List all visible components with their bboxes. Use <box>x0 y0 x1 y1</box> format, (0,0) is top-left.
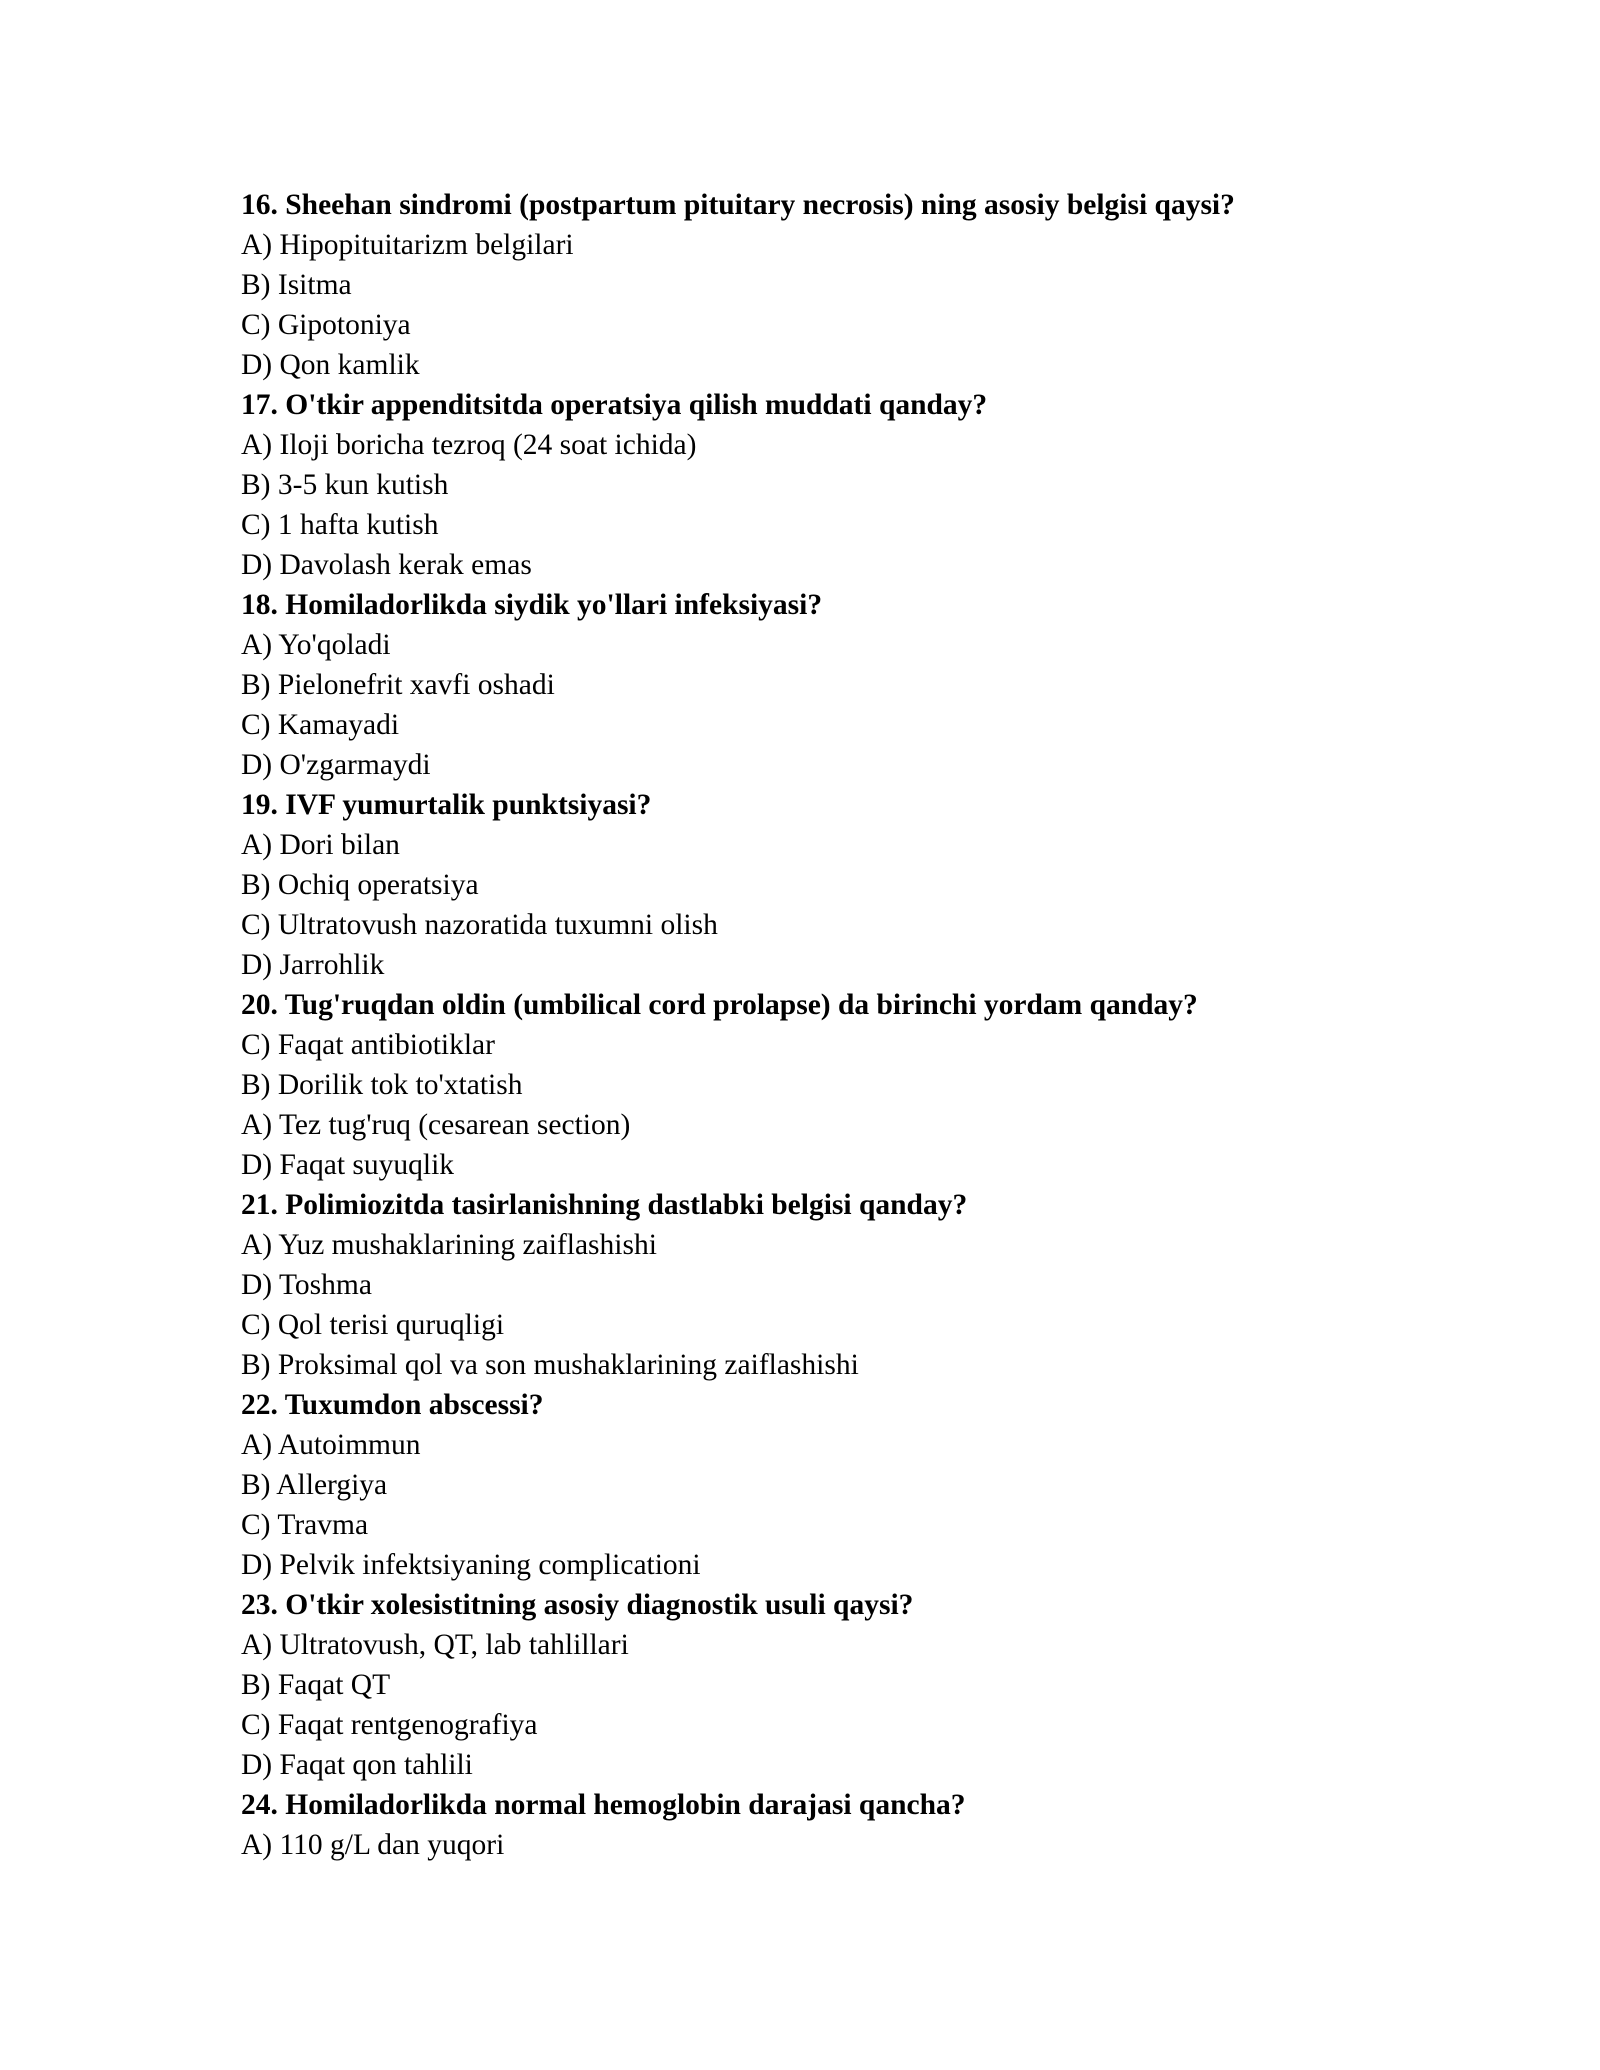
answer-option: C) Gipotoniya <box>241 309 411 341</box>
answer-option: B) Faqat QT <box>241 1669 391 1701</box>
question-title: 21. Polimiozitda tasirlanishning dastlabki belgisi qanday? <box>241 1189 968 1221</box>
answer-option: C) Travma <box>241 1509 369 1541</box>
question-17 <box>241 385 1481 585</box>
answer-option: A) 110 g/L dan yuqori <box>241 1829 505 1861</box>
answer-option: C) Faqat antibiotiklar <box>241 1029 495 1061</box>
answer-option: D) Davolash kerak emas <box>241 549 532 581</box>
question-title: 23. O'tkir xolesistitning asosiy diagnostik usuli qaysi? <box>241 1589 914 1621</box>
question-21 <box>241 1185 1481 1385</box>
answer-option: C) Kamayadi <box>241 709 400 741</box>
answer-option: C) Qol terisi quruqligi <box>241 1309 505 1341</box>
question-title: 22. Tuxumdon abscessi? <box>241 1389 544 1421</box>
answer-option: A) Yo'qoladi <box>241 629 391 661</box>
answer-option: A) Dori bilan <box>241 829 400 861</box>
answer-option: B) Dorilik tok to'xtatish <box>241 1069 523 1101</box>
question-title: 16. Sheehan sindromi (postpartum pituitary necrosis) ning asosiy belgisi qaysi? <box>241 189 1235 221</box>
question-18 <box>241 585 1481 785</box>
answer-option: D) Toshma <box>241 1269 372 1301</box>
answer-option: A) Hipopituitarizm belgilari <box>241 229 574 261</box>
question-22 <box>241 1385 1481 1585</box>
answer-option: D) O'zgarmaydi <box>241 749 431 781</box>
answer-option: D) Jarrohlik <box>241 949 385 981</box>
question-title: 19. IVF yumurtalik punktsiyasi? <box>241 789 652 821</box>
answer-option: C) Faqat rentgenografiya <box>241 1709 538 1741</box>
question-title: 18. Homiladorlikda siydik yo'llari infeksiyasi? <box>241 589 823 621</box>
question-title: 24. Homiladorlikda normal hemoglobin darajasi qancha? <box>241 1789 966 1821</box>
answer-option: A) Iloji boricha tezroq (24 soat ichida) <box>241 429 697 461</box>
question-24 <box>241 1785 1481 1865</box>
question-16 <box>241 185 1481 385</box>
answer-option: A) Tez tug'ruq (cesarean section) <box>241 1109 631 1141</box>
answer-option: C) Ultratovush nazoratida tuxumni olish <box>241 909 718 941</box>
question-title: 17. O'tkir appenditsitda operatsiya qilish muddati qanday? <box>241 389 988 421</box>
answer-option: B) Ochiq operatsiya <box>241 869 479 901</box>
question-title: 20. Tug'ruqdan oldin (umbilical cord prolapse) da birinchi yordam qanday? <box>241 989 1198 1021</box>
answer-option: A) Ultratovush, QT, lab tahlillari <box>241 1629 629 1661</box>
answer-option: A) Autoimmun <box>241 1429 421 1461</box>
answer-option: D) Pelvik infektsiyaning complicationi <box>241 1549 701 1581</box>
answer-option: B) Allergiya <box>241 1469 388 1501</box>
question-23 <box>241 1585 1481 1785</box>
answer-option: A) Yuz mushaklarining zaiflashishi <box>241 1229 657 1261</box>
answer-option: B) 3-5 kun kutish <box>241 469 449 501</box>
answer-option: D) Qon kamlik <box>241 349 420 381</box>
answer-option: D) Faqat qon tahlili <box>241 1749 473 1781</box>
answer-option: C) 1 hafta kutish <box>241 509 439 541</box>
question-19 <box>241 785 1481 985</box>
answer-option: B) Proksimal qol va son mushaklarining zaiflashishi <box>241 1349 859 1381</box>
answer-option: B) Isitma <box>241 269 352 301</box>
answer-option: D) Faqat suyuqlik <box>241 1149 455 1181</box>
question-list <box>241 185 1481 1865</box>
question-20 <box>241 985 1481 1185</box>
answer-option: B) Pielonefrit xavfi oshadi <box>241 669 555 701</box>
